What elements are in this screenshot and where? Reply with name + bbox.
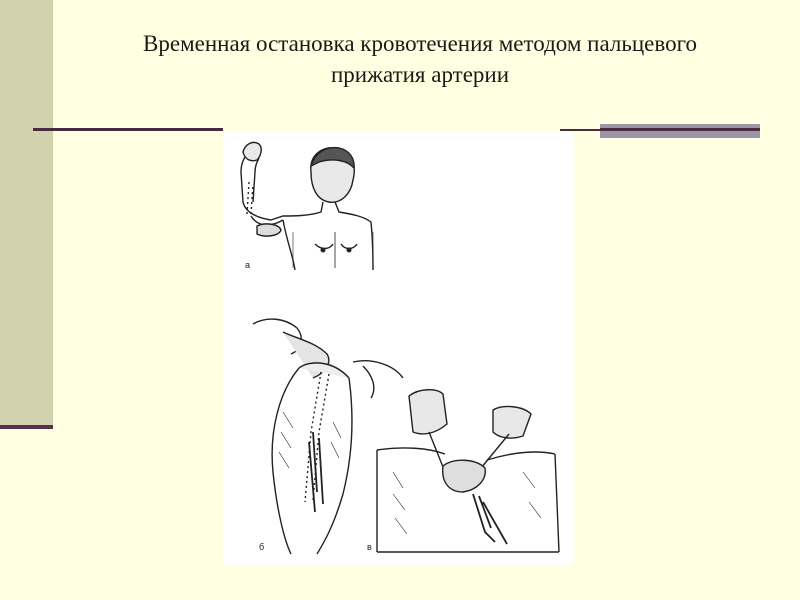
title-rule-middle — [560, 129, 600, 131]
panel-b-drawing — [253, 319, 403, 554]
illustration-drawing — [223, 132, 573, 565]
panel-b-label: б — [259, 542, 265, 552]
illustration-figure — [223, 132, 573, 565]
panel-c-label: в — [367, 542, 372, 552]
slide-title-line-1: Временная остановка кровотечения методом пальцевого — [143, 31, 697, 56]
left-decorative-bar — [0, 0, 53, 428]
slide-title — [60, 28, 780, 90]
title-rule-left — [33, 128, 223, 131]
left-accent-line — [0, 425, 53, 429]
title-rule-right-bar — [600, 124, 760, 138]
panel-a-label: а — [245, 260, 251, 270]
slide-title-line-2: прижатия артерии — [330, 62, 510, 87]
title-rule-right-line — [600, 128, 760, 131]
panel-c-drawing — [377, 390, 559, 552]
panel-a-drawing — [241, 142, 373, 270]
